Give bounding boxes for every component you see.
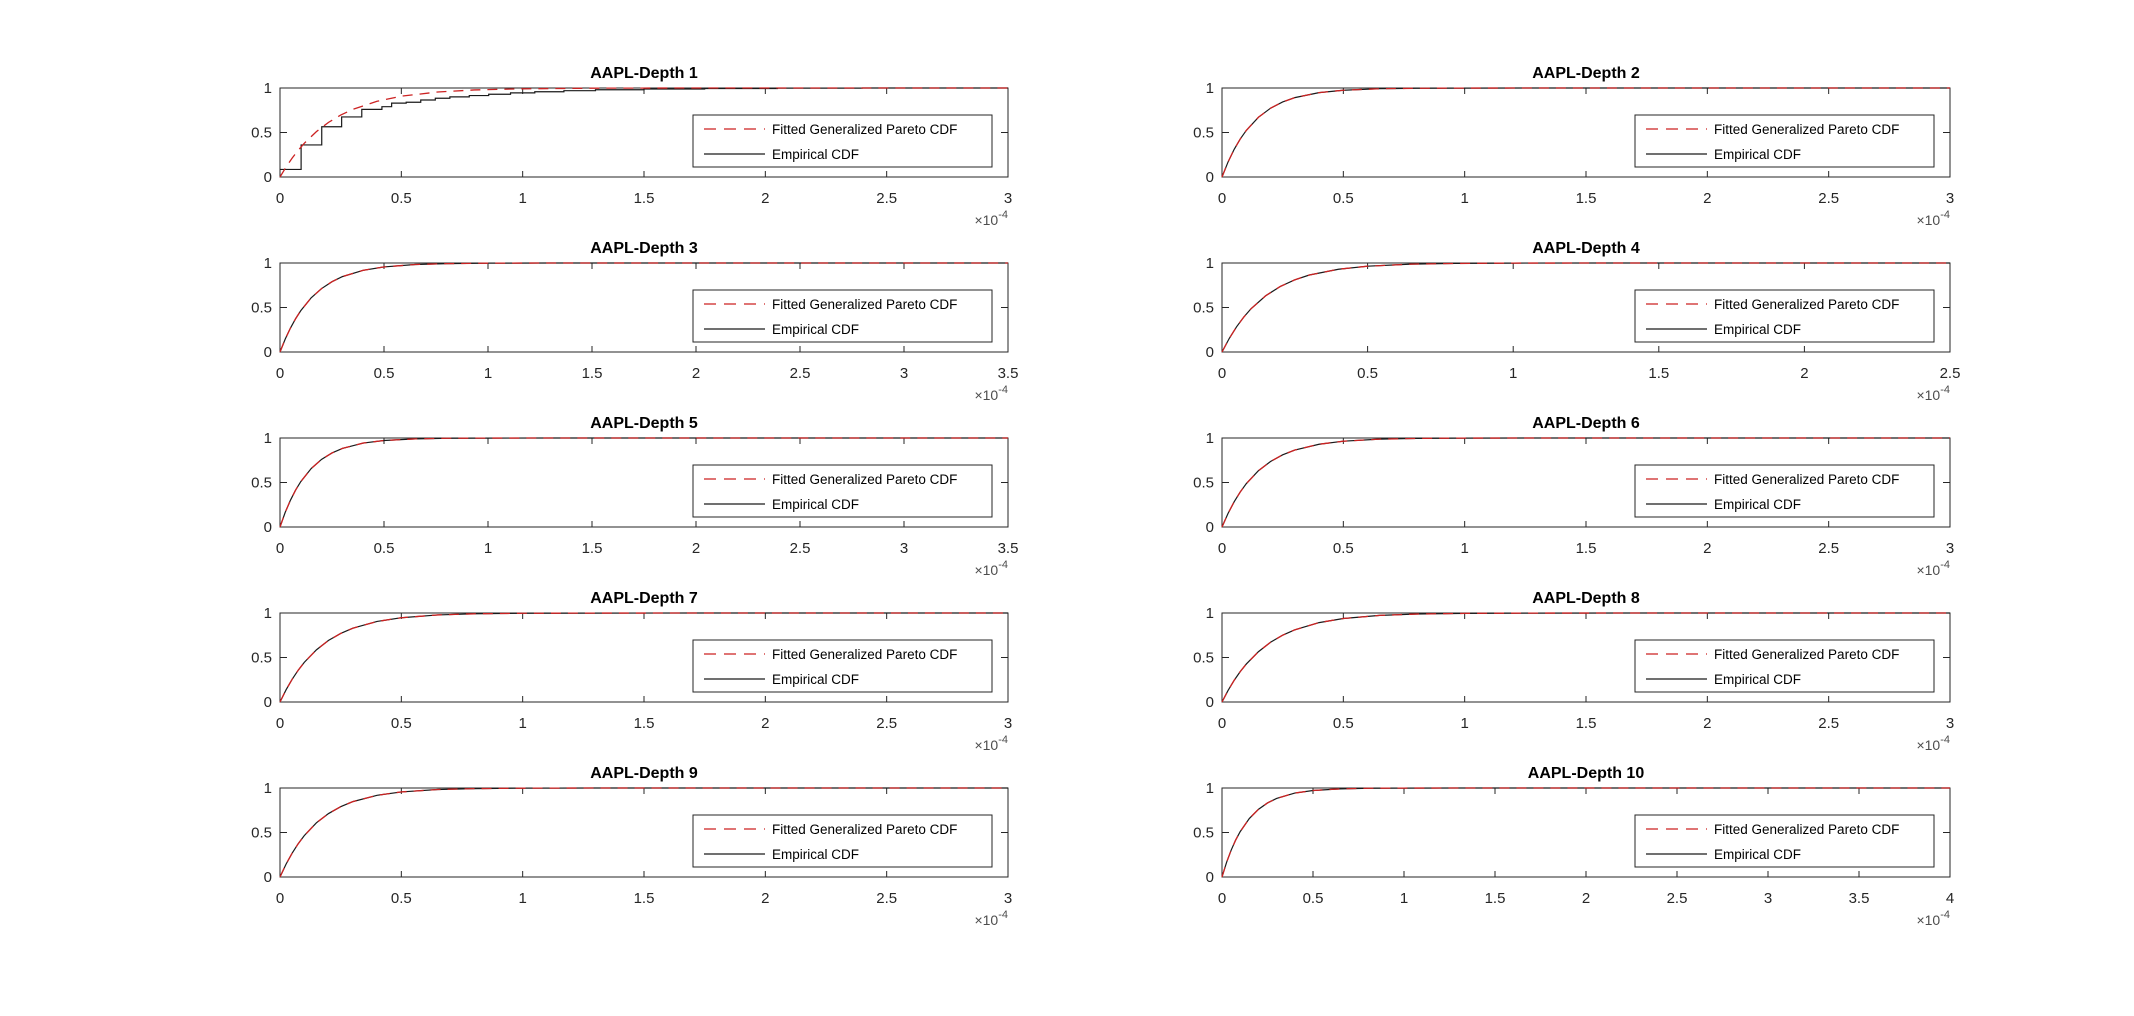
plot-svg bbox=[205, 400, 1065, 578]
y-tick-label: 1 bbox=[263, 430, 272, 447]
y-tick-label: 1 bbox=[1205, 80, 1214, 97]
x-axis-multiplier: $\times 10^{-4}$ bbox=[974, 384, 1008, 403]
x-tick-label: 1 bbox=[1509, 365, 1518, 382]
x-tick-label: 3.5 bbox=[997, 365, 1019, 382]
plot-svg bbox=[1147, 225, 2007, 403]
subplot-aapl-depth-2 bbox=[1147, 50, 2007, 233]
x-tick-label: 3 bbox=[1003, 890, 1013, 907]
legend-empirical-label: Empirical CDF bbox=[1714, 147, 1802, 162]
x-axis-multiplier: $\times 10^{-4}$ bbox=[974, 559, 1008, 578]
x-tick-label: 2.5 bbox=[789, 540, 811, 557]
y-tick-label: 0.5 bbox=[1193, 474, 1214, 492]
x-tick-label: 4 bbox=[1945, 890, 1955, 907]
x-tick-label: 1 bbox=[483, 365, 493, 382]
subplot-aapl-depth-6 bbox=[1147, 400, 2007, 583]
subplot-aapl-depth-5 bbox=[205, 400, 1065, 583]
x-tick-label: 0.5 bbox=[1357, 365, 1379, 382]
x-tick-label: 2 bbox=[1703, 715, 1712, 732]
legend-empirical-label: Empirical CDF bbox=[772, 847, 860, 862]
x-tick-label: 1.5 bbox=[1575, 540, 1597, 557]
legend-fitted-label: Fitted Generalized Pareto CDF bbox=[1714, 472, 1900, 487]
y-tick-label: 1 bbox=[1205, 255, 1214, 272]
y-tick-label: 0.5 bbox=[1193, 299, 1214, 317]
x-tick-label: 1 bbox=[518, 190, 527, 207]
y-tick-label: 0 bbox=[263, 694, 272, 711]
x-tick-label: 1.5 bbox=[633, 190, 655, 207]
x-tick-label: 3 bbox=[1945, 715, 1955, 732]
x-tick-label: 1.5 bbox=[1575, 190, 1597, 207]
legend bbox=[693, 465, 992, 517]
y-tick-label: 0.5 bbox=[1193, 124, 1214, 142]
x-tick-label: 0.5 bbox=[373, 365, 395, 382]
legend-empirical-label: Empirical CDF bbox=[1714, 672, 1802, 687]
legend-fitted-label: Fitted Generalized Pareto CDF bbox=[772, 822, 958, 837]
y-tick-label: 0 bbox=[263, 869, 272, 886]
x-tick-label: 2 bbox=[1800, 365, 1809, 382]
x-tick-label: 2.5 bbox=[876, 890, 898, 907]
x-tick-label: 1 bbox=[1399, 890, 1409, 907]
x-tick-label: 1.5 bbox=[581, 365, 603, 382]
legend bbox=[1635, 640, 1934, 692]
legend bbox=[1635, 815, 1934, 867]
legend-fitted-label: Fitted Generalized Pareto CDF bbox=[1714, 297, 1900, 312]
x-axis-multiplier: $\times 10^{-4}$ bbox=[1916, 384, 1950, 403]
x-tick-label: 1 bbox=[483, 540, 493, 557]
x-tick-label: 0.5 bbox=[390, 890, 412, 907]
y-tick-label: 0.5 bbox=[251, 649, 272, 667]
y-tick-label: 1 bbox=[263, 255, 272, 272]
x-tick-label: 1 bbox=[518, 890, 527, 907]
y-tick-label: 0.5 bbox=[251, 299, 272, 317]
x-tick-label: 1.5 bbox=[581, 540, 603, 557]
x-tick-label: 2 bbox=[1581, 890, 1591, 907]
y-tick-label: 1 bbox=[263, 80, 272, 97]
x-tick-label: 2.5 bbox=[1666, 890, 1688, 907]
plot-title: AAPL-Depth 6 bbox=[1532, 415, 1640, 432]
plot-title: AAPL-Depth 10 bbox=[1527, 765, 1645, 782]
x-tick-label: 1 bbox=[1460, 715, 1469, 732]
y-tick-label: 0 bbox=[1205, 519, 1214, 536]
x-axis-multiplier: $\times 10^{-4}$ bbox=[1916, 734, 1950, 753]
x-axis-multiplier: $\times 10^{-4}$ bbox=[974, 909, 1008, 928]
legend-empirical-label: Empirical CDF bbox=[1714, 847, 1802, 862]
x-tick-label: 0 bbox=[1217, 365, 1227, 382]
subplot-aapl-depth-10 bbox=[1147, 750, 2007, 933]
x-tick-label: 3 bbox=[1003, 715, 1013, 732]
x-tick-label: 3 bbox=[1763, 890, 1773, 907]
legend-empirical-label: Empirical CDF bbox=[772, 322, 860, 337]
x-tick-label: 1.5 bbox=[1575, 715, 1597, 732]
legend bbox=[693, 115, 992, 167]
x-tick-label: 0 bbox=[275, 715, 285, 732]
plot-svg bbox=[205, 50, 1065, 228]
x-tick-label: 0.5 bbox=[1302, 890, 1324, 907]
y-tick-label: 1 bbox=[1205, 605, 1214, 622]
x-tick-label: 0.5 bbox=[1332, 715, 1354, 732]
subplot-aapl-depth-8 bbox=[1147, 575, 2007, 758]
legend-fitted-label: Fitted Generalized Pareto CDF bbox=[772, 297, 958, 312]
plot-title: AAPL-Depth 8 bbox=[1532, 590, 1640, 607]
y-tick-label: 1 bbox=[263, 780, 272, 797]
legend bbox=[1635, 290, 1934, 342]
x-tick-label: 2 bbox=[1703, 540, 1712, 557]
x-axis-multiplier: $\times 10^{-4}$ bbox=[1916, 909, 1950, 928]
legend-fitted-label: Fitted Generalized Pareto CDF bbox=[1714, 647, 1900, 662]
x-tick-label: 1.5 bbox=[1648, 365, 1670, 382]
x-tick-label: 3 bbox=[899, 365, 909, 382]
y-tick-label: 0 bbox=[1205, 694, 1214, 711]
subplot-aapl-depth-9 bbox=[205, 750, 1065, 933]
plot-svg bbox=[205, 575, 1065, 753]
legend-fitted-label: Fitted Generalized Pareto CDF bbox=[1714, 822, 1900, 837]
legend bbox=[1635, 465, 1934, 517]
legend bbox=[1635, 115, 1934, 167]
x-tick-label: 0.5 bbox=[373, 540, 395, 557]
x-tick-label: 2.5 bbox=[876, 190, 898, 207]
y-tick-label: 0 bbox=[263, 169, 272, 186]
x-tick-label: 0.5 bbox=[1332, 190, 1354, 207]
plot-title: AAPL-Depth 5 bbox=[590, 415, 698, 432]
x-tick-label: 2 bbox=[691, 540, 701, 557]
x-axis-multiplier: $\times 10^{-4}$ bbox=[974, 209, 1008, 228]
y-tick-label: 0.5 bbox=[251, 474, 272, 492]
x-tick-label: 2.5 bbox=[789, 365, 811, 382]
legend-empirical-label: Empirical CDF bbox=[1714, 497, 1802, 512]
x-tick-label: 2.5 bbox=[1818, 190, 1840, 207]
y-tick-label: 0 bbox=[1205, 869, 1214, 886]
y-tick-label: 0.5 bbox=[251, 824, 272, 842]
x-tick-label: 0 bbox=[1217, 890, 1227, 907]
y-tick-label: 1 bbox=[1205, 780, 1214, 797]
plot-title: AAPL-Depth 4 bbox=[1532, 240, 1640, 257]
legend-empirical-label: Empirical CDF bbox=[772, 497, 860, 512]
legend-empirical-label: Empirical CDF bbox=[772, 672, 860, 687]
y-tick-label: 0 bbox=[1205, 169, 1214, 186]
x-tick-label: 3 bbox=[1003, 190, 1013, 207]
y-tick-label: 1 bbox=[1205, 430, 1214, 447]
legend bbox=[693, 815, 992, 867]
subplot-aapl-depth-3 bbox=[205, 225, 1065, 408]
y-tick-label: 0 bbox=[1205, 344, 1214, 361]
subplot-aapl-depth-7 bbox=[205, 575, 1065, 758]
plot-title: AAPL-Depth 2 bbox=[1532, 65, 1640, 82]
legend-fitted-label: Fitted Generalized Pareto CDF bbox=[772, 122, 958, 137]
x-tick-label: 1 bbox=[1460, 540, 1469, 557]
legend-fitted-label: Fitted Generalized Pareto CDF bbox=[1714, 122, 1900, 137]
x-tick-label: 3.5 bbox=[997, 540, 1019, 557]
x-axis-multiplier: $\times 10^{-4}$ bbox=[1916, 209, 1950, 228]
y-tick-label: 0 bbox=[263, 344, 272, 361]
x-tick-label: 1.5 bbox=[633, 715, 655, 732]
y-tick-label: 0.5 bbox=[1193, 824, 1214, 842]
x-tick-label: 2 bbox=[691, 365, 701, 382]
x-tick-label: 3.5 bbox=[1848, 890, 1870, 907]
x-tick-label: 2 bbox=[761, 715, 770, 732]
plot-title: AAPL-Depth 9 bbox=[590, 765, 698, 782]
legend-empirical-label: Empirical CDF bbox=[772, 147, 860, 162]
legend-fitted-label: Fitted Generalized Pareto CDF bbox=[772, 472, 958, 487]
x-axis-multiplier: $\times 10^{-4}$ bbox=[974, 734, 1008, 753]
subplot-aapl-depth-1 bbox=[205, 50, 1065, 233]
x-tick-label: 0 bbox=[275, 190, 285, 207]
y-tick-label: 1 bbox=[263, 605, 272, 622]
x-tick-label: 0 bbox=[1217, 715, 1227, 732]
x-tick-label: 2 bbox=[761, 890, 770, 907]
plot-svg bbox=[1147, 575, 2007, 753]
x-tick-label: 0.5 bbox=[390, 715, 412, 732]
x-tick-label: 2.5 bbox=[1818, 715, 1840, 732]
x-tick-label: 0 bbox=[1217, 540, 1227, 557]
x-tick-label: 1 bbox=[1460, 190, 1469, 207]
x-tick-label: 2 bbox=[1703, 190, 1712, 207]
x-tick-label: 2 bbox=[761, 190, 770, 207]
x-tick-label: 3 bbox=[1945, 190, 1955, 207]
x-tick-label: 0 bbox=[275, 890, 285, 907]
x-tick-label: 3 bbox=[1945, 540, 1955, 557]
legend-empirical-label: Empirical CDF bbox=[1714, 322, 1802, 337]
x-tick-label: 0.5 bbox=[390, 190, 412, 207]
x-tick-label: 2.5 bbox=[876, 715, 898, 732]
legend bbox=[693, 640, 992, 692]
plot-title: AAPL-Depth 7 bbox=[590, 590, 698, 607]
x-tick-label: 1.5 bbox=[1484, 890, 1506, 907]
x-tick-label: 2.5 bbox=[1939, 365, 1961, 382]
plot-svg bbox=[205, 225, 1065, 403]
subplot-aapl-depth-4 bbox=[1147, 225, 2007, 408]
plot-svg bbox=[1147, 750, 2007, 928]
legend bbox=[693, 290, 992, 342]
x-tick-label: 0 bbox=[275, 540, 285, 557]
x-tick-label: 1 bbox=[518, 715, 527, 732]
y-tick-label: 0.5 bbox=[1193, 649, 1214, 667]
plot-svg bbox=[1147, 50, 2007, 228]
plot-svg bbox=[205, 750, 1065, 928]
plot-title: AAPL-Depth 1 bbox=[590, 65, 698, 82]
x-tick-label: 3 bbox=[899, 540, 909, 557]
x-tick-label: 0 bbox=[275, 365, 285, 382]
x-tick-label: 1.5 bbox=[633, 890, 655, 907]
x-tick-label: 2.5 bbox=[1818, 540, 1840, 557]
legend-fitted-label: Fitted Generalized Pareto CDF bbox=[772, 647, 958, 662]
x-tick-label: 0.5 bbox=[1332, 540, 1354, 557]
y-tick-label: 0.5 bbox=[251, 124, 272, 142]
plot-svg bbox=[1147, 400, 2007, 578]
x-axis-multiplier: $\times 10^{-4}$ bbox=[1916, 559, 1950, 578]
y-tick-label: 0 bbox=[263, 519, 272, 536]
plot-title: AAPL-Depth 3 bbox=[590, 240, 698, 257]
x-tick-label: 0 bbox=[1217, 190, 1227, 207]
